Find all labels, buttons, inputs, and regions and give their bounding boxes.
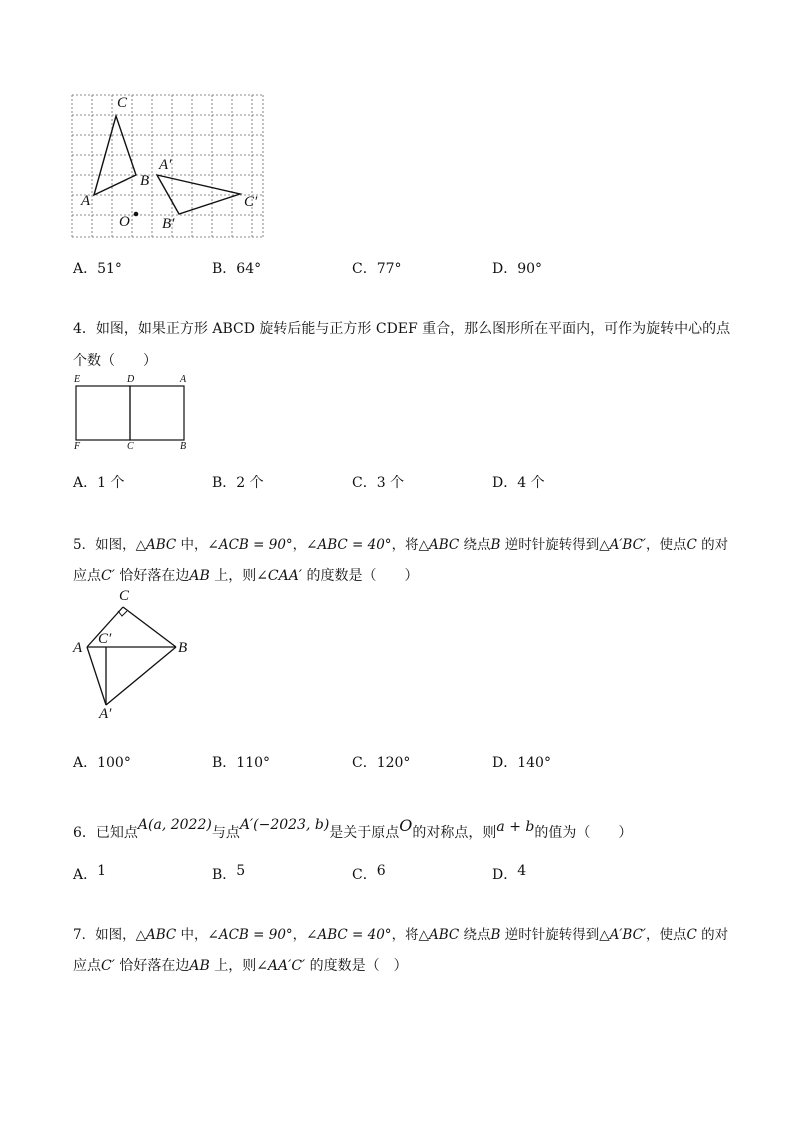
label-o: O (119, 214, 130, 230)
label-c-prime: C′ (244, 194, 258, 210)
q3-option-c[interactable]: C．77° (352, 261, 402, 277)
q3-option-b[interactable]: B．64° (212, 261, 262, 277)
q5-option-a[interactable]: A．100° (73, 755, 131, 771)
label-a: A (180, 374, 187, 385)
q4-option-c[interactable]: C．3 个 (352, 475, 405, 491)
q4-stem-line2: 个数（ ） (73, 353, 157, 369)
q4-option-d[interactable]: D．4 个 (492, 475, 545, 491)
label-c: C (119, 588, 130, 604)
q6-option-b[interactable]: B．5 (212, 863, 246, 883)
label-a-prime: A′ (159, 157, 172, 173)
q6-stem: 6．已知点A(a, 2022)与点A′(−2023, b)是关于原点O的对称点，则a + b的值为（ ） (73, 816, 633, 841)
label-f: F (74, 441, 81, 452)
q5-stem-line2: 应点C′ 恰好落在边AB 上，则∠CAA′ 的度数是（ ） (73, 568, 419, 584)
q5-option-b[interactable]: B．110° (212, 755, 271, 771)
q6-option-d[interactable]: D．4 (492, 863, 527, 883)
q3-option-a[interactable]: A．51° (73, 261, 122, 277)
q4-option-a[interactable]: A．1 个 (73, 475, 125, 491)
q7-stem-line2: 应点C′ 恰好落在边AB 上，则∠AA′C′ 的度数是（ ） (73, 958, 408, 974)
label-c: C (127, 441, 134, 452)
q7-stem-line1: 7．如图，△ABC 中，∠ACB = 90°，∠ABC = 40°，将△ABC 绕点B 逆时针旋转得到△A′BC′，使点C 的对 (73, 927, 729, 943)
label-b: B (178, 640, 188, 656)
q3-option-d[interactable]: D．90° (492, 261, 543, 277)
label-b: B (140, 173, 150, 189)
triangle-a-prime-b-prime-c-prime (157, 175, 240, 214)
label-a-prime: A′ (99, 706, 112, 722)
q5-option-c[interactable]: C．120° (352, 755, 411, 771)
label-b: B (180, 441, 187, 452)
label-c: C (117, 95, 128, 111)
origin-point (134, 212, 139, 217)
q4-option-b[interactable]: B．2 个 (212, 475, 264, 491)
label-b-prime: B′ (162, 216, 175, 232)
label-e: E (74, 374, 81, 385)
label-d: D (127, 374, 135, 385)
q4-stem-line1: 4．如图，如果正方形 ABCD 旋转后能与正方形 CDEF 重合，那么图形所在平面内，可作为旋转中心的点 (73, 321, 731, 337)
triangle-abc (94, 116, 136, 195)
q6-option-c[interactable]: C．6 (352, 863, 386, 883)
label-a: A (81, 193, 91, 209)
squares-figure (70, 380, 190, 450)
q5-stem-line1: 5．如图，△ABC 中，∠ACB = 90°，∠ABC = 40°，将△ABC 绕点B 逆时针旋转得到△A′BC′，使点C 的对 (73, 537, 729, 553)
q5-option-d[interactable]: D．140° (492, 755, 551, 771)
label-a: A (73, 640, 83, 656)
square-cdef (76, 386, 130, 440)
square-abcd (130, 386, 184, 440)
label-c-prime: C′ (98, 631, 112, 647)
q6-option-a[interactable]: A．1 (73, 863, 107, 883)
